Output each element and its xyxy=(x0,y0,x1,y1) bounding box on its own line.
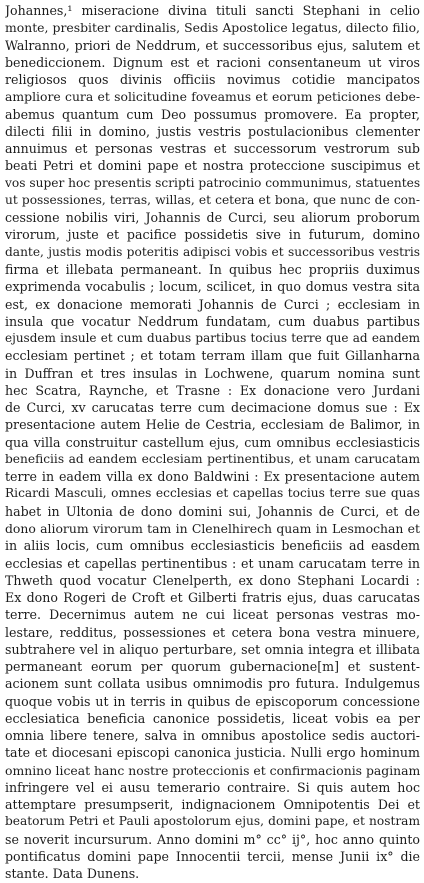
text-line: quoque vobis ut in terris in quibus de episcoporum concessione xyxy=(5,693,420,709)
text-line: in aliis locis, cum omnibus ecclesiasticis beneficiis ad easdem xyxy=(5,538,420,554)
text-line: se noverit incursurum. Anno domini m° cc° ij°, hoc anno quinto xyxy=(5,831,420,847)
text-line: terre in eadem villa ex dono Baldwini : Ex presentacione autem xyxy=(5,469,420,485)
text-line: subtrahere vel in aliquo perturbare, set omnia integra et illibata xyxy=(5,641,420,657)
text-line: dono aliorum virorum tam in Clenelhirech quam in Lesmochan et xyxy=(5,520,420,536)
text-line: est, ex donacione memorati Johannis de Curci ; ecclesiam in xyxy=(5,296,420,312)
text-line: in Duffran et tres insulas in Lochwene, quarum nomina sunt xyxy=(5,365,420,381)
text-line: omnino liceat hanc nostre proteccionis et confirmacionis paginam xyxy=(5,762,420,778)
text-line: qua villa construitur castellum ejus, cum omnibus ecclesiasticis xyxy=(5,434,420,450)
text-line: religiosos quos divinis officiis novimus cotidie mancipatos xyxy=(5,72,420,88)
text-line: virorum, juste et pacifice possidetis sive in futurum, domino xyxy=(5,227,420,243)
text-line: Thweth quod vocatur Clenelperth, ex dono Stephani Locardi : xyxy=(5,572,420,588)
text-line: hec Scatra, Raynche, et Trasne : Ex donacione vero Jurdani xyxy=(5,382,420,398)
text-line: stante. Data Dunens. xyxy=(5,866,140,882)
text-line: dante, justis modis poteritis adipisci vobis et successoribus vestris xyxy=(5,244,420,259)
text-line: beatorum Petri et Pauli apostolorum ejus, domini pape, et nostram xyxy=(5,814,420,829)
text-line: annuimus et personas vestras et successorum vestrorum sub xyxy=(5,141,420,157)
text-line: vos super hoc presentis scripti patrocinio communimus, statuentes xyxy=(5,175,420,190)
text-line: Ricardi Masculi, omnes ecclesias et capellas tocius terre sue quas xyxy=(5,486,420,501)
text-line: acionem sunt collata usibus omnimodis pro futura. Indulgemus xyxy=(5,676,420,692)
text-line: lestare, redditus, possessiones et cetera bona vestra minuere, xyxy=(5,624,420,640)
text-line: Ex dono Rogeri de Croft et Gilberti fratris ejus, duas carucatas xyxy=(5,590,420,606)
text-line: terre. Decernimus autem ne cui liceat personas vestras mo- xyxy=(5,607,420,623)
text-line: ampliore cura et solicitudine foveamus et eorum peticiones debe- xyxy=(5,89,420,105)
text-line: insula que vocatur Neddrum fundatam, cum duabus partibus xyxy=(5,313,420,329)
text-line: ecclesiatica beneficia canonice possidetis, liceat vobis ea per xyxy=(5,710,420,726)
text-line: presentacione autem Helie de Cestria, ecclesiam de Balimor, in xyxy=(5,417,420,433)
text-line: exprimenda vocabulis ; locum, scilicet, in quo domus vestra sita xyxy=(5,279,420,295)
text-line: ecclesiam pertinet ; et totam terram illam que fuit Gillanharna xyxy=(5,348,420,364)
text-line: ejusdem insule et cum duabus partibus tocius terre que ad eandem xyxy=(5,331,420,346)
text-line: infringere vel ei ausu temerario contraire. Si quis autem hoc xyxy=(5,779,420,795)
text-line: habet in Ultonia de dono domini sui, Johannis de Curci, et de xyxy=(5,503,420,519)
text-line: tate et diocesani episcopi canonica justicia. Nulli ergo hominum xyxy=(5,745,420,761)
text-line: pontificatus domini pape Innocentii tercii, mense Junii ix° die xyxy=(5,849,420,865)
text-line: monte, presbiter cardinalis, Sedis Apostolice legatus, dilecto filio, xyxy=(5,20,420,36)
text-line: Johannes,¹ miseracione divina tituli sancti Stephani in celio xyxy=(5,3,420,18)
charter-text xyxy=(5,2,420,883)
text-line: abemus quantum cum Deo possumus promovere. Ea propter, xyxy=(5,106,420,122)
text-line: omnia libere tenere, salva in omnibus apostolice sedis auctori- xyxy=(5,728,420,744)
text-line: ecclesias et capellas pertinentibus : et unam carucatam terre in xyxy=(5,555,420,571)
text-line: ut possessiones, terras, willas, et cetera et bona, que nunc de con- xyxy=(5,192,420,207)
text-line: de Curci, xv carucatas terre cum decimacione domus sue : Ex xyxy=(5,400,420,416)
text-line: cessione nobilis viri, Johannis de Curci, seu aliorum proborum xyxy=(5,210,420,226)
text-line: benediccionem. Dignum est et racioni consentaneum ut viros xyxy=(5,54,420,70)
text-line: firma et illebata permaneant. In quibus hec propriis duximus xyxy=(5,261,420,277)
text-line: attemptare presumpserit, indignacionem Omnipotentis Dei et xyxy=(5,797,420,813)
text-line: Walranno, priori de Neddrum, et successoribus ejus, salutem et xyxy=(5,37,420,53)
text-line: beati Petri et domini pape et nostra proteccione suscipimus et xyxy=(5,158,420,174)
text-line: beneficiis ad eandem ecclesiam pertinentibus, et unam carucatam xyxy=(5,451,420,466)
text-line: permaneant eorum per quorum gubernacione[m] et sustent- xyxy=(5,659,420,675)
text-line: dilecti filii in domino, justis vestris postulacionibus clementer xyxy=(5,123,420,139)
